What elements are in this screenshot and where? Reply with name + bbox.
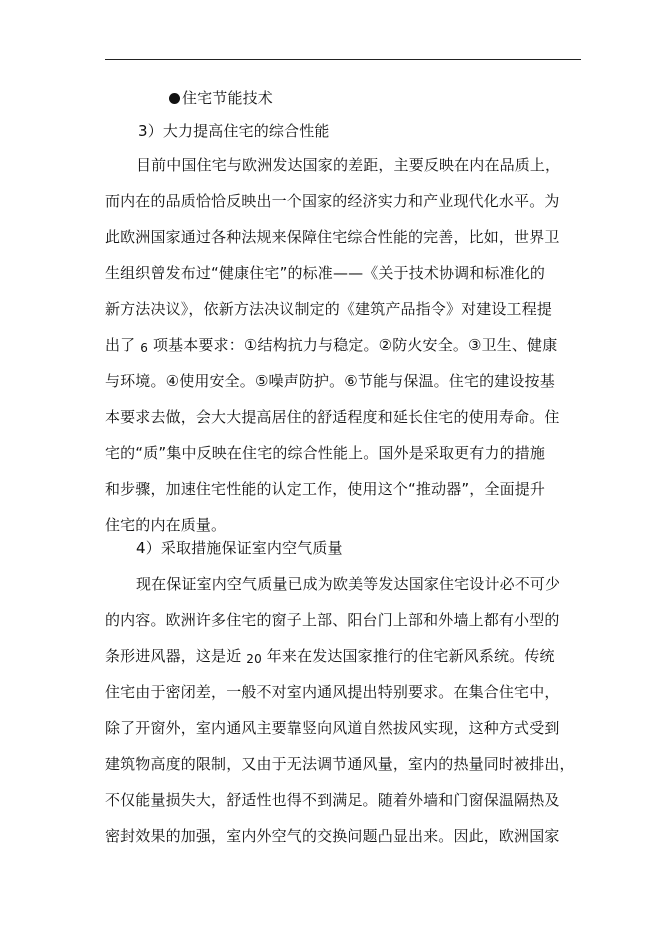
years-number: 20 bbox=[246, 652, 262, 666]
paragraph-line: 而内在的品质恰恰反映出一个国家的经济实力和产业现代化水平。为 bbox=[105, 192, 560, 210]
paragraph-line-with-number bbox=[105, 327, 580, 363]
section-title-3: 3）大力提高住宅的综合性能 bbox=[138, 122, 330, 140]
header-rule bbox=[105, 59, 581, 60]
paragraph-line: 与环境。④使用安全。⑤噪声防护。⑥节能与保温。住宅的建设按基 bbox=[105, 372, 555, 390]
section-4-paragraph bbox=[105, 566, 580, 854]
section-3-paragraph bbox=[105, 147, 580, 543]
paragraph-line: 建筑物高度的限制，又由于无法调节通风量，室内的热量同时被排出， bbox=[105, 755, 575, 773]
bullet-dot-icon bbox=[169, 93, 180, 104]
paragraph-line: 宅的“质”集中反映在住宅的综合性能上。国外是采取更有力的措施 bbox=[105, 444, 546, 462]
paragraph-line: 不仅能量损失大，舒适性也得不到满足。随着外墙和门窗保温隔热及 bbox=[105, 791, 560, 809]
paragraph-text: 出了 bbox=[105, 336, 136, 354]
heading-text: 住宅节能技术 bbox=[182, 89, 273, 107]
paragraph-line: 密封效果的加强，室内外空气的交换问题凸显出来。因此，欧洲国家 bbox=[105, 827, 560, 845]
paragraph-line: 住宅的内在质量。 bbox=[105, 516, 227, 534]
requirement-count: 6 bbox=[140, 341, 149, 355]
paragraph-line: 目前中国住宅与欧洲发达国家的差距，主要反映在内在品质上， bbox=[136, 156, 561, 174]
paragraph-text: 年来在发达国家推行的住宅新风系统。传统 bbox=[266, 647, 555, 665]
paragraph-line: 住宅由于密闭差，一般不对室内通风提出特别要求。在集合住宅中， bbox=[105, 683, 560, 701]
paragraph-line: 和步骤，加速住宅性能的认定工作，使用这个“推动器”，全面提升 bbox=[105, 480, 546, 498]
paragraph-line: 新方法决议》，依新方法决议制定的《建筑产品指令》对建设工程提 bbox=[105, 300, 553, 318]
paragraph-line-with-number bbox=[105, 638, 580, 674]
paragraph-line: 除了开窗外，室内通风主要靠竖向风道自然拔风实现，这种方式受到 bbox=[105, 719, 560, 737]
paragraph-line: 生组织曾发布过“健康住宅”的标准——《关于技术协调和标准化的 bbox=[105, 264, 546, 282]
paragraph-line: 现在保证室内空气质量已成为欧美等发达国家住宅设计必不可少 bbox=[136, 575, 561, 593]
paragraph-line: 本要求去做，会大大提高居住的舒适程度和延长住宅的使用寿命。住 bbox=[105, 408, 560, 426]
bullet-heading bbox=[105, 82, 644, 114]
paragraph-text: 条形进风器，这是近 bbox=[105, 647, 242, 665]
paragraph-line: 此欧洲国家通过各种法规来保障住宅综合性能的完善，比如，世界卫 bbox=[105, 228, 560, 246]
section-title-4: 4）采取措施保证室内空气质量 bbox=[136, 539, 343, 557]
paragraph-line: 的内容。欧洲许多住宅的窗子上部、阳台门上部和外墙上都有小型的 bbox=[105, 611, 560, 629]
paragraph-text: 项基本要求：①结构抗力与稳定。②防火安全。③卫生、健康 bbox=[152, 336, 558, 354]
